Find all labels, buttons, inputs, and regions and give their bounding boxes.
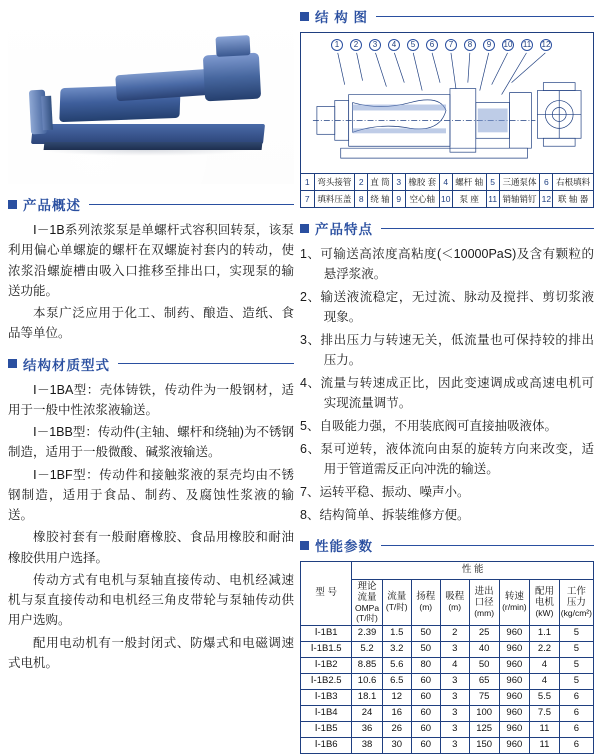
header-model: 型 号 xyxy=(301,562,352,626)
cell-head: 50 xyxy=(411,626,440,642)
material-paragraph-3: Ⅰ－1BF型：传动件和接触浆液的泵壳均由不锈钢制造，适用于食品、制药、及腐蚀性浆液的输送。 xyxy=(8,467,294,522)
section-heading-structure xyxy=(300,6,594,26)
feature-item: 8、结构简单、拆装维修方便。 xyxy=(300,508,470,522)
cell-flow: 3.2 xyxy=(382,642,411,658)
cell-flow-theory: 24 xyxy=(352,705,382,721)
cell-speed: 960 xyxy=(499,626,530,642)
feature-item: 2、输送液流稳定，无过流、脉动及搅拌、剪切浆液现象。 xyxy=(300,290,594,324)
cell-flow: 1.5 xyxy=(382,626,411,642)
section-heading-features xyxy=(300,218,594,238)
feature-item: 4、流量与转速成正比，因此变速调成或高速电机可实现流量调节。 xyxy=(300,376,594,410)
pump-tube xyxy=(115,69,213,102)
cell-flow: 30 xyxy=(382,737,411,753)
legend-text: 螺杆 轴 xyxy=(452,174,486,191)
legend-num: 4 xyxy=(439,174,452,191)
header-suction: 吸程 (m) xyxy=(440,580,469,626)
overview-paragraph-2: 本泵广泛应用于化工、制药、酿造、造纸、食品等单位。 xyxy=(8,306,294,341)
material-heading-label: 结构材质型式 xyxy=(23,357,110,373)
cell-flow: 16 xyxy=(382,705,411,721)
cell-suction: 2 xyxy=(440,626,469,642)
cell-head: 60 xyxy=(411,690,440,706)
product-photo xyxy=(8,6,294,184)
left-column xyxy=(8,6,294,675)
callout-6: 6 xyxy=(426,39,438,51)
cell-speed: 960 xyxy=(499,658,530,674)
cell-flow: 6.5 xyxy=(382,674,411,690)
cell-head: 60 xyxy=(411,674,440,690)
table-row xyxy=(301,721,594,737)
cell-pressure: 5 xyxy=(559,642,593,658)
cell-flow-theory: 5.2 xyxy=(352,642,382,658)
pump-motor-terminal-box xyxy=(215,35,250,57)
cell-suction: 3 xyxy=(440,642,469,658)
legend-num: 3 xyxy=(392,174,405,191)
cell-flow-theory: 2.39 xyxy=(352,626,382,642)
cell-head: 50 xyxy=(411,642,440,658)
legend-text: 绕 轴 xyxy=(368,191,393,208)
legend-num: 9 xyxy=(392,191,405,208)
cell-power: 1.1 xyxy=(530,626,560,642)
overview-heading-label: 产品概述 xyxy=(23,198,81,213)
cell-model: Ⅰ-1B2.5 xyxy=(301,674,352,690)
structure-diagram xyxy=(300,32,594,208)
cell-suction: 3 xyxy=(440,705,469,721)
cell-model: Ⅰ-1B1.5 xyxy=(301,642,352,658)
pump-motor xyxy=(203,53,261,102)
cell-pressure: 6 xyxy=(559,737,593,753)
cell-model: Ⅰ-1B3 xyxy=(301,690,352,706)
cell-model: Ⅰ-1B4 xyxy=(301,705,352,721)
feature-item: 5、自吸能力强，不用装底阀可直接抽吸液体。 xyxy=(300,419,557,433)
legend-num: 12 xyxy=(540,191,553,208)
callout-3: 3 xyxy=(369,39,381,51)
legend-text: 联 轴 器 xyxy=(553,191,593,208)
cell-head: 60 xyxy=(411,721,440,737)
cell-port: 50 xyxy=(469,658,499,674)
legend-text: 泵 座 xyxy=(452,191,486,208)
pump-inlet-flange-neck xyxy=(41,96,53,130)
pump-section-drawing-svg xyxy=(301,33,593,172)
cell-speed: 960 xyxy=(499,690,530,706)
cell-head: 80 xyxy=(411,658,440,674)
cell-port: 25 xyxy=(469,626,499,642)
legend-text: 填料压盖 xyxy=(314,191,355,208)
heading-rule xyxy=(381,228,594,229)
cell-model: Ⅰ-1B5 xyxy=(301,721,352,737)
cell-power: 2.2 xyxy=(530,642,560,658)
cell-pressure: 5 xyxy=(559,658,593,674)
header-speed: 转速 (r/min) xyxy=(499,580,530,626)
cell-power: 4 xyxy=(530,658,560,674)
performance-table-header-row-1 xyxy=(301,562,594,580)
cell-model: Ⅰ-1B6 xyxy=(301,737,352,753)
cell-suction: 3 xyxy=(440,674,469,690)
cell-power: 5.5 xyxy=(530,690,560,706)
cell-flow: 12 xyxy=(382,690,411,706)
cell-suction: 3 xyxy=(440,737,469,753)
pump-baseplate-side xyxy=(44,142,263,150)
square-marker-icon xyxy=(300,224,309,233)
cell-port: 65 xyxy=(469,674,499,690)
callout-12: 12 xyxy=(541,40,551,49)
cell-port: 150 xyxy=(469,737,499,753)
legend-num: 10 xyxy=(439,191,452,208)
feature-item: 1、可输送高浓度高粘度(＜10000PaS)及含有颗粒的悬浮浆液。 xyxy=(300,247,594,281)
features-heading-label: 产品特点 xyxy=(315,222,373,237)
material-paragraph-5: 传动方式有电机与泵轴直接传动、电机经减速机与泵直接传动和电机经三角皮带轮与泵轴传动供用户选购。 xyxy=(8,572,294,628)
cell-port: 125 xyxy=(469,721,499,737)
table-row xyxy=(301,626,594,642)
cell-speed: 960 xyxy=(499,705,530,721)
table-row xyxy=(301,642,594,658)
legend-num: 8 xyxy=(355,191,368,208)
cell-model: Ⅰ-1B2 xyxy=(301,658,352,674)
cell-suction: 3 xyxy=(440,721,469,737)
callout-10: 10 xyxy=(503,40,513,49)
legend-row-1 xyxy=(301,174,593,191)
cell-speed: 960 xyxy=(499,721,530,737)
header-port: 进出 口径 (mm) xyxy=(469,580,499,626)
cell-power: 11 xyxy=(530,721,560,737)
cell-flow-theory: 8.85 xyxy=(352,658,382,674)
legend-text: 直 筒 xyxy=(368,174,393,191)
header-pressure: 工作 压力 (kg/cm²) xyxy=(559,580,593,626)
heading-rule xyxy=(376,16,594,17)
legend-text: 空心轴 xyxy=(405,191,439,208)
cell-port: 75 xyxy=(469,690,499,706)
cell-pressure: 6 xyxy=(559,690,593,706)
cell-pressure: 5 xyxy=(559,626,593,642)
cell-suction: 4 xyxy=(440,658,469,674)
callout-5: 5 xyxy=(407,39,419,51)
cell-port: 100 xyxy=(469,705,499,721)
overview-paragraph-1: Ⅰ－1B系列浓浆泵是单螺杆式容积回转泵，该泵利用偏心单螺旋的螺杆在双螺旋衬套内的转动，使浓浆沿螺旋槽由吸入口推移至排出口，实现泵的输送功能。 xyxy=(8,223,294,298)
legend-text: 右根填料 xyxy=(553,174,593,191)
cell-port: 40 xyxy=(469,642,499,658)
table-row xyxy=(301,737,594,753)
legend-text: 销轴销钉 xyxy=(499,191,540,208)
performance-heading-label: 性能参数 xyxy=(315,539,373,554)
cell-speed: 960 xyxy=(499,737,530,753)
callout-11: 11 xyxy=(522,40,532,49)
features-list xyxy=(300,244,594,525)
header-group: 性 能 xyxy=(352,562,594,580)
legend-num: 5 xyxy=(486,174,499,191)
table-row xyxy=(301,658,594,674)
cell-speed: 960 xyxy=(499,642,530,658)
legend-num: 1 xyxy=(301,174,314,191)
table-row xyxy=(301,690,594,706)
table-row xyxy=(301,705,594,721)
cell-flow: 26 xyxy=(382,721,411,737)
material-paragraph-4: 橡胶衬套有一般耐磨橡胶、食品用橡胶和耐油橡胶供用户选择。 xyxy=(8,530,294,565)
square-marker-icon xyxy=(8,200,17,209)
cell-head: 60 xyxy=(411,705,440,721)
cell-power: 7.5 xyxy=(530,705,560,721)
callout-2: 2 xyxy=(350,39,362,51)
header-flow-theory: 理论流量 OMPa (T/时) xyxy=(352,580,382,626)
performance-table xyxy=(300,561,594,754)
structure-heading-label: 结 构 图 xyxy=(315,10,369,25)
heading-rule xyxy=(381,545,594,546)
pump-baseplate xyxy=(31,124,265,144)
callout-4: 4 xyxy=(388,39,400,51)
legend-num: 2 xyxy=(355,174,368,191)
photo-canvas xyxy=(8,6,294,184)
square-marker-icon xyxy=(300,541,309,550)
header-head: 扬程 (m) xyxy=(411,580,440,626)
right-column xyxy=(300,6,594,754)
cell-flow: 5.6 xyxy=(382,658,411,674)
section-heading-performance xyxy=(300,535,594,555)
header-power: 配用 电机 (kW) xyxy=(530,580,560,626)
cell-flow-theory: 10.6 xyxy=(352,674,382,690)
legend-num: 7 xyxy=(301,191,314,208)
legend-num: 6 xyxy=(540,174,553,191)
callout-1: 1 xyxy=(331,39,343,51)
structure-legend-table xyxy=(301,173,593,207)
cell-speed: 960 xyxy=(499,674,530,690)
header-flow: 流量 (T/时) xyxy=(382,580,411,626)
cell-pressure: 5 xyxy=(559,674,593,690)
square-marker-icon xyxy=(300,12,309,21)
section-heading-overview xyxy=(8,194,294,214)
cell-power: 11 xyxy=(530,737,560,753)
cell-suction: 3 xyxy=(440,690,469,706)
material-paragraph-1: Ⅰ－1BA型：壳体铸铁，传动件为一般钢材，适用于一般中性浓浆液输送。 xyxy=(8,382,294,417)
cell-flow-theory: 36 xyxy=(352,721,382,737)
callout-9: 9 xyxy=(483,39,495,51)
heading-rule xyxy=(118,363,294,364)
section-heading-material xyxy=(8,354,294,374)
cell-model: Ⅰ-1B1 xyxy=(301,626,352,642)
legend-text: 弯头接管 xyxy=(314,174,355,191)
legend-text: 橡胶 套 xyxy=(405,174,439,191)
cell-power: 4 xyxy=(530,674,560,690)
legend-row-2 xyxy=(301,191,593,208)
callout-8: 8 xyxy=(464,39,476,51)
heading-rule xyxy=(89,204,294,205)
legend-num: 11 xyxy=(486,191,499,208)
feature-item: 3、排出压力与转速无关，低流量也可保持较的排出压力。 xyxy=(300,333,594,367)
legend-text: 三通泵体 xyxy=(499,174,540,191)
callout-7: 7 xyxy=(445,39,457,51)
cell-pressure: 6 xyxy=(559,705,593,721)
table-row xyxy=(301,674,594,690)
cell-pressure: 6 xyxy=(559,721,593,737)
material-paragraph-6: 配用电动机有一般封闭式、防爆式和电磁调速式电机。 xyxy=(8,635,294,670)
square-marker-icon xyxy=(8,359,17,368)
feature-item: 6、泵可逆转，液体流向由泵的旋转方向来改变，适用于管道需反正向冲洗的输送。 xyxy=(300,442,594,476)
cell-flow-theory: 18.1 xyxy=(352,690,382,706)
cell-flow-theory: 38 xyxy=(352,737,382,753)
feature-item: 7、运转平稳、振动、噪声小。 xyxy=(300,485,470,499)
material-paragraph-2: Ⅰ－1BB型：传动件(主轴、螺杆和绕轴)为不锈钢制造，适用于一般微酸、碱浆液输送。 xyxy=(8,425,294,460)
cell-head: 60 xyxy=(411,737,440,753)
structure-diagram-drawing xyxy=(301,33,593,173)
